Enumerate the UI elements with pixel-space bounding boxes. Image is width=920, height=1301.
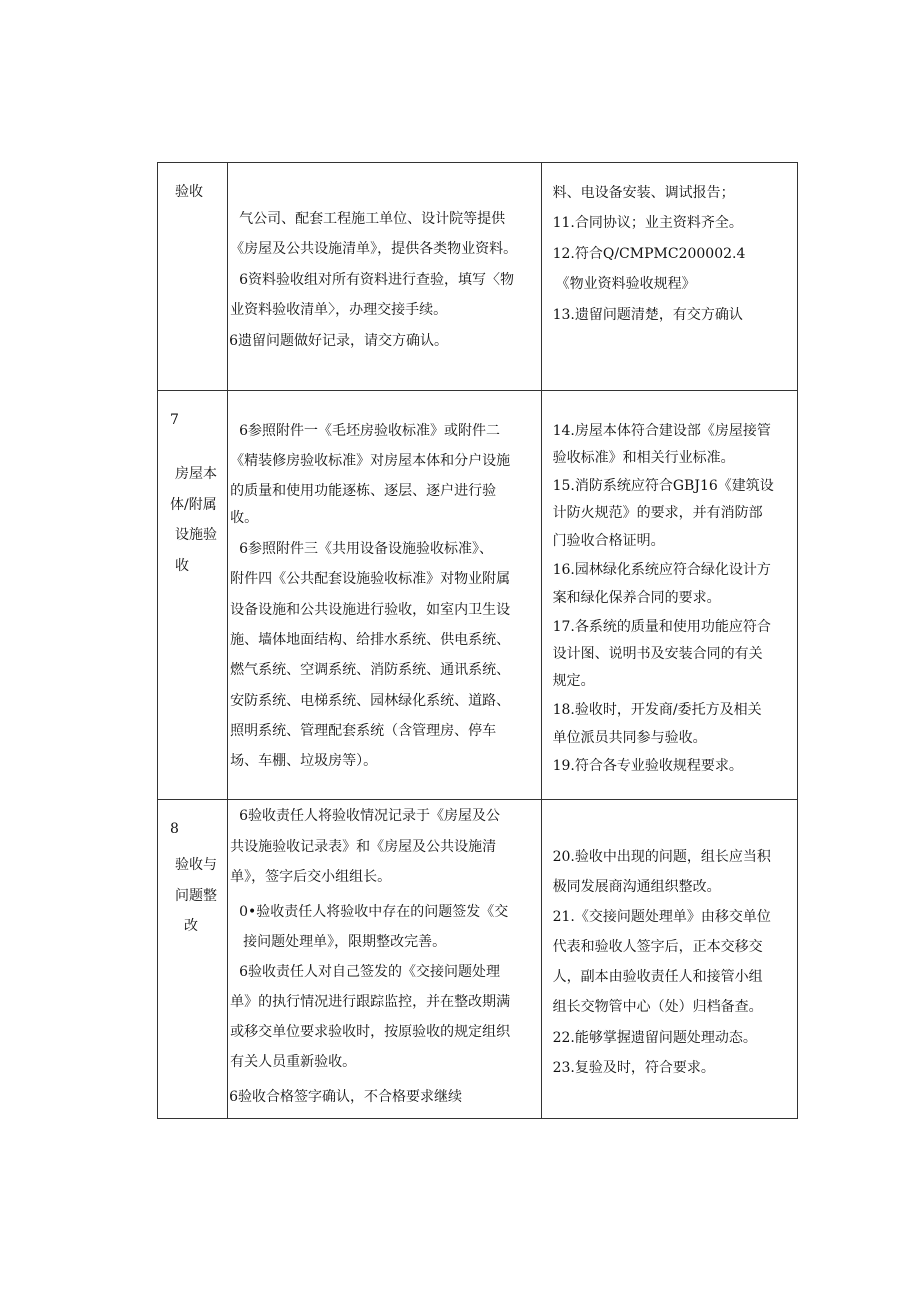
acceptance-table (157, 162, 798, 1119)
procedure-line: 业资料验收清单〉，办理交接手续。 (230, 302, 448, 318)
step-title-line: 体/附属 (170, 497, 217, 513)
procedure-line: 气公司、配套工程施工单位、设计院等提供 (239, 211, 506, 227)
table-row-rectification (158, 800, 798, 1119)
standard-line: 18.验收时，开发商/委托方及相关 (552, 702, 762, 718)
standard-line: 计防火规范》的要求，并有消防部 (552, 505, 763, 521)
standard-line: 《物业资料验收规程》 (555, 276, 696, 292)
procedure-line: 燃气系统、空调系统、消防系统、通讯系统、 (230, 662, 511, 678)
procedure-line: 接问题处理单》，限期整改完善。 (243, 934, 447, 950)
standard-line: 人，副本由验收责任人和接管小组 (552, 969, 763, 985)
procedure-line: 附件四《公共配套设施验收标准》对物业附属 (230, 571, 511, 587)
standard-line: 案和绿化保养合同的要求。 (552, 590, 721, 606)
standard-line: 15.消防系统应符合GBJ16《建筑设 (552, 478, 774, 494)
standard-line: 验收标准》和相关行业标准。 (552, 450, 735, 466)
procedure-line: 6验收责任人对自己签发的《交接问题处理 (239, 964, 501, 980)
standard-cell (541, 163, 797, 391)
step-title-line: 设施验 (175, 527, 217, 543)
standard-line: 门验收合格证明。 (552, 533, 665, 549)
standard-line: 11.合同协议；业主资料齐全。 (552, 215, 743, 231)
standard-cell (541, 800, 797, 1119)
step-title: 验收 (175, 184, 203, 200)
procedure-cell (228, 800, 541, 1119)
step-cell (158, 391, 228, 800)
standard-line: 规定。 (552, 673, 595, 689)
procedure-line: 有关人员重新验收。 (230, 1054, 357, 1070)
procedure-line: 安防系统、电梯系统、园林绿化系统、道路、 (230, 693, 511, 709)
step-title-line: 收 (175, 558, 189, 574)
procedure-cell (228, 163, 541, 391)
table-row-facilities (158, 391, 798, 800)
standard-line: 12.符合Q/CMPMC200002.4 (552, 246, 746, 262)
step-cell (158, 163, 228, 391)
procedure-line: 《房屋及公共设施清单》，提供各类物业资料。 (230, 241, 518, 257)
standard-line: 设计图、说明书及安装合同的有关 (552, 646, 763, 662)
step-title-line: 房屋本 (175, 466, 217, 482)
step-number: 8 (170, 821, 179, 837)
standard-cell (541, 391, 797, 800)
procedure-line: 《精装修房验收标准》对房屋本体和分户设施 (230, 453, 511, 469)
procedure-line: 场、车棚、垃圾房等）。 (230, 753, 378, 769)
standard-line: 14.房屋本体符合建设部《房屋接管 (552, 423, 771, 439)
standard-line: 料、电设备安装、调试报告； (552, 185, 735, 201)
procedure-line: 设备设施和公共设施进行验收，如室内卫生设 (230, 602, 511, 618)
procedure-line: 收。 (230, 510, 259, 526)
procedure-cell (228, 391, 541, 800)
standard-line: 17.各系统的质量和使用功能应符合 (552, 619, 771, 635)
procedure-line: 6验收合格签字确认，不合格要求继续 (229, 1089, 463, 1105)
procedure-line: 6验收责任人将验收情况记录于《房屋及公 (239, 808, 501, 824)
step-title-line: 验收与 (175, 857, 217, 873)
standard-line: 20.验收中出现的问题，组长应当积 (552, 849, 771, 865)
standard-line: 19.符合各专业验收规程要求。 (552, 758, 743, 774)
procedure-line: 共设施验收记录表》和《房屋及公共设施清 (230, 839, 497, 855)
procedure-line: 6资料验收组对所有资料进行查验，填写〈物 (239, 272, 515, 288)
procedure-line: 单》，签字后交小组组长。 (230, 869, 392, 885)
standard-line: 22.能够掌握遗留问题处理动态。 (552, 1030, 757, 1046)
procedure-line: 0•验收责任人将验收中存在的问题签发《交 (239, 904, 509, 920)
procedure-line: 或移交单位要求验收时，按原验收的规定组织 (230, 1024, 511, 1040)
standard-line: 16.园林绿化系统应符合绿化设计方 (552, 562, 771, 578)
standard-line: 组长交物管中心（处）归档备查。 (552, 999, 763, 1015)
standard-line: 21.《交接问题处理单》由移交单位 (552, 909, 771, 925)
step-title-line: 问题整 (175, 888, 217, 904)
standard-line: 23.复验及时，符合要求。 (552, 1060, 715, 1076)
procedure-line: 6参照附件三《共用设备设施验收标准》、 (239, 541, 494, 557)
standard-line: 单位派员共同参与验收。 (552, 730, 707, 746)
step-title-line: 改 (184, 918, 198, 934)
procedure-line: 6参照附件一《毛坯房验收标准》或附件二 (239, 423, 501, 439)
procedure-line: 6遗留问题做好记录，请交方确认。 (229, 333, 449, 349)
table-row-materials (158, 163, 798, 391)
procedure-line: 施、墙体地面结构、给排水系统、供电系统、 (230, 632, 511, 648)
procedure-line: 照明系统、管理配套系统（含管理房、停车 (230, 723, 497, 739)
procedure-line: 的质量和使用功能逐栋、逐层、逐户进行验 (230, 483, 497, 499)
standard-line: 极同发展商沟通组织整改。 (552, 879, 721, 895)
procedure-line: 单》的执行情况进行跟踪监控，并在整改期满 (230, 994, 511, 1010)
acceptance-table-page (157, 162, 798, 1119)
step-number: 7 (170, 412, 179, 428)
step-cell (158, 800, 228, 1119)
standard-line: 13.遗留问题清楚，有交方确认 (552, 307, 743, 323)
standard-line: 代表和验收人签字后，正本交移交 (552, 939, 763, 955)
